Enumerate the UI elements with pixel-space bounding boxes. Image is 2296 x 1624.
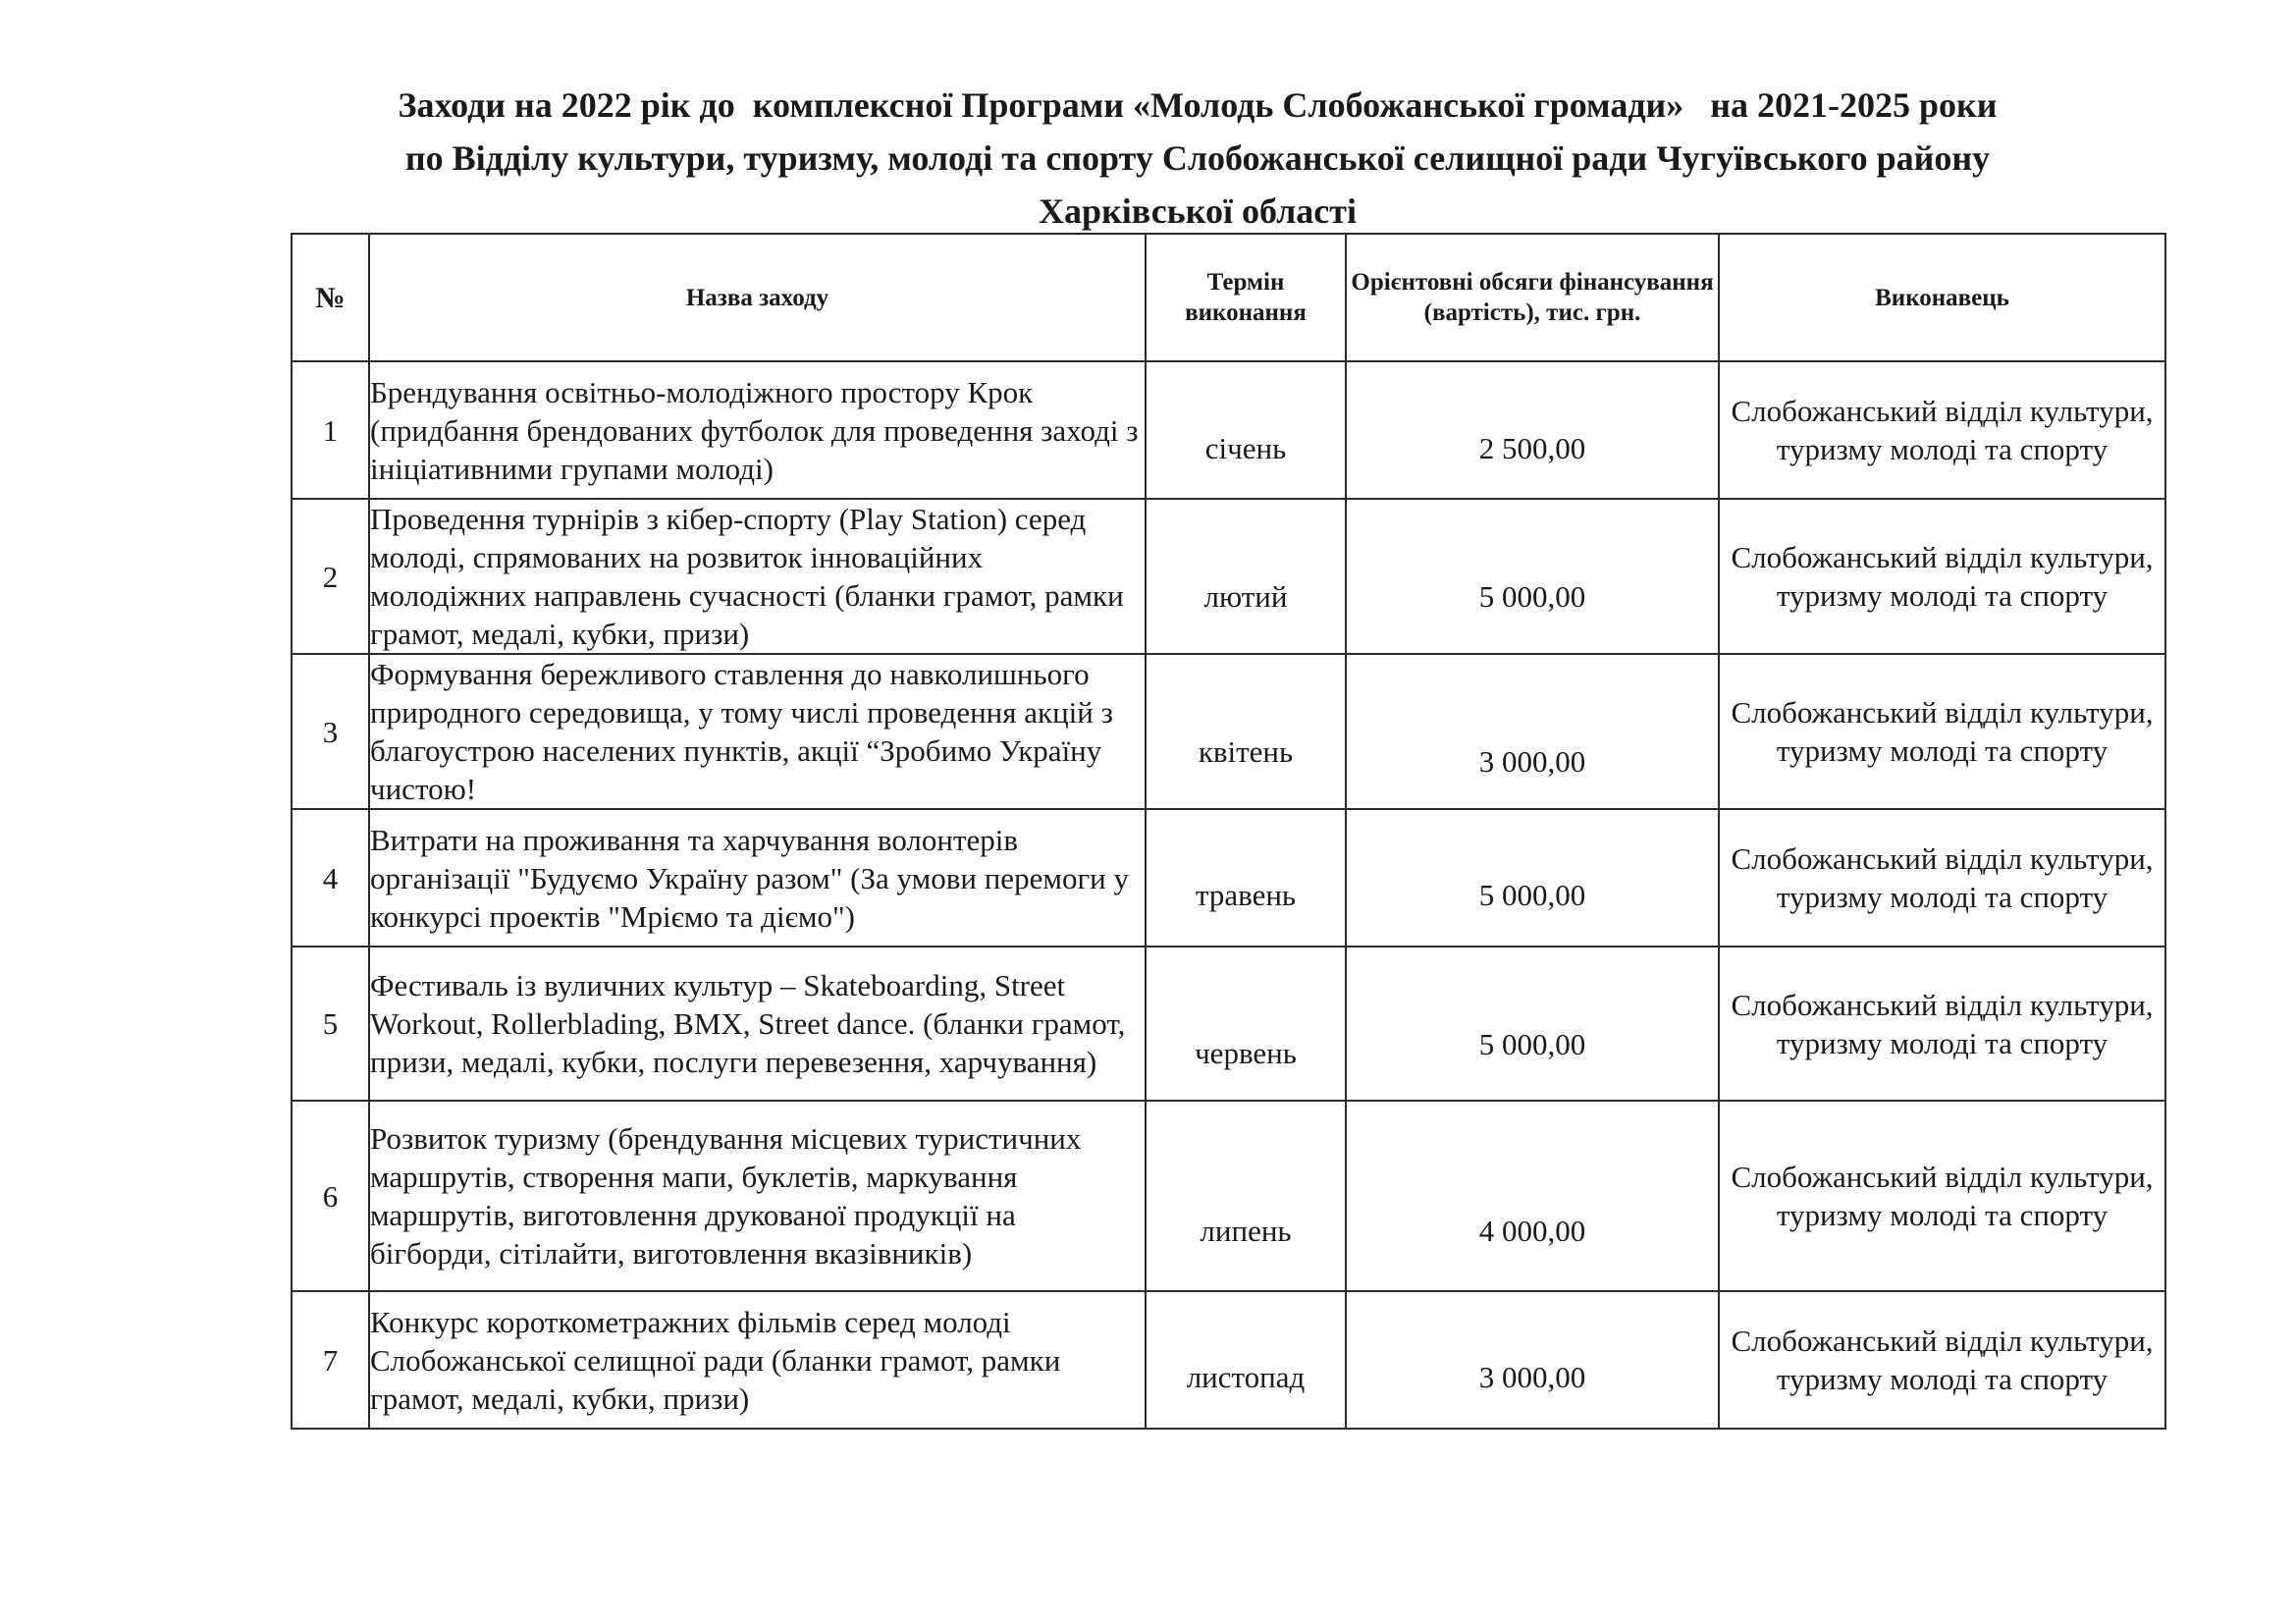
row-term <box>1146 361 1346 499</box>
row-amount-text: 2 500,00 <box>1478 431 1586 465</box>
row-number: 1 <box>292 361 369 499</box>
row-term-text: травень <box>1195 877 1297 912</box>
row-executor: Слобожанський відділ культури, туризму молоді та спорту <box>1719 654 2165 809</box>
row-term <box>1146 1101 1346 1291</box>
row-term-text: липень <box>1200 1214 1292 1248</box>
row-amount-text: 3 000,00 <box>1478 1359 1586 1394</box>
row-executor: Слобожанський відділ культури, туризму молоді та спорту <box>1719 809 2165 947</box>
row-term <box>1146 947 1346 1101</box>
row-number: 6 <box>292 1101 369 1291</box>
row-number: 2 <box>292 499 369 654</box>
table-header-row <box>292 234 2165 361</box>
row-amount <box>1346 947 1719 1101</box>
row-executor: Слобожанський відділ культури, туризму молоді та спорту <box>1719 361 2165 499</box>
row-term <box>1146 809 1346 947</box>
row-name: Витрати на проживання та харчування волонтерів організації "Будуємо Україну разом" (За умови перемоги у конкурсі проектів "Мріємо та діємо") <box>369 809 1146 947</box>
header-name: Назва заходу <box>369 234 1146 361</box>
header-number: № <box>292 234 369 361</box>
title-line-3: Харківської області <box>1039 191 1357 231</box>
table-row <box>292 654 2165 809</box>
row-number: 7 <box>292 1291 369 1429</box>
row-amount-text: 5 000,00 <box>1478 579 1586 614</box>
row-term-text: червень <box>1195 1036 1297 1070</box>
row-amount-text: 3 000,00 <box>1478 743 1586 779</box>
row-amount-text: 4 000,00 <box>1478 1214 1586 1248</box>
table-row <box>292 809 2165 947</box>
table-row <box>292 499 2165 654</box>
row-term-text: квітень <box>1198 733 1294 769</box>
measures-table <box>291 233 2166 1430</box>
row-term <box>1146 499 1346 654</box>
row-term-text: листопад <box>1186 1359 1306 1394</box>
row-amount <box>1346 809 1719 947</box>
row-term-text: лютий <box>1203 579 1288 614</box>
row-term <box>1146 654 1346 809</box>
header-executor: Виконавець <box>1719 234 2165 361</box>
table-row <box>292 1291 2165 1429</box>
row-name: Брендування освітньо-молодіжного простору Крок (придбання брендованих футболок для проведення заході з ініціативними групами молоді) <box>369 361 1146 499</box>
row-executor: Слобожанський відділ культури, туризму молоді та спорту <box>1719 947 2165 1101</box>
row-amount <box>1346 654 1719 809</box>
row-number: 5 <box>292 947 369 1101</box>
row-name: Фестиваль із вуличних культур – Skateboarding, Street Workout, Rollerblading, BMX, Street dance. (бланки грамот, призи, медалі, кубки, послуги перевезення, харчування) <box>369 947 1146 1101</box>
row-amount-text: 5 000,00 <box>1478 1026 1586 1061</box>
row-amount <box>1346 1101 1719 1291</box>
title-line-1: Заходи на 2022 рік до комплексної Програми «Молодь Слобожанської громади» на 2021-2025 роки <box>398 85 1998 125</box>
row-name: Розвиток туризму (брендування місцевих туристичних маршрутів, створення мапи, буклетів, маркування маршрутів, виготовлення друкованої продукції на бігборди, сітілайти, виготовлення вказівників) <box>369 1101 1146 1291</box>
row-executor: Слобожанський відділ культури, туризму молоді та спорту <box>1719 499 2165 654</box>
header-amount: Орієнтовні обсяги фінансування (вартість), тис. грн. <box>1346 234 1719 361</box>
table-row <box>292 361 2165 499</box>
row-amount <box>1346 499 1719 654</box>
row-amount <box>1346 361 1719 499</box>
document-title <box>294 79 2101 238</box>
row-term-text: січень <box>1204 431 1287 465</box>
table-row <box>292 947 2165 1101</box>
row-name: Проведення турнірів з кібер-спорту (Play Station) серед молоді, спрямованих на розвиток інноваційних молодіжних направлень сучасності (бланки грамот, рамки грамот, медалі, кубки, призи) <box>369 499 1146 654</box>
row-executor: Слобожанський відділ культури, туризму молоді та спорту <box>1719 1101 2165 1291</box>
title-line-2: по Відділу культури, туризму, молоді та спорту Слобожанської селищної ради Чугуївського району <box>404 138 1991 178</box>
row-number: 3 <box>292 654 369 809</box>
header-term: Термін виконання <box>1146 234 1346 361</box>
row-amount-text: 5 000,00 <box>1478 877 1586 912</box>
table-row <box>292 1101 2165 1291</box>
row-amount <box>1346 1291 1719 1429</box>
row-number: 4 <box>292 809 369 947</box>
row-name: Конкурс короткометражних фільмів серед молоді Слобожанської селищної ради (бланки грамот, рамки грамот, медалі, кубки, призи) <box>369 1291 1146 1429</box>
row-name: Формування бережливого ставлення до навколишнього природного середовища, у тому числі проведення акцій з благоустрою населених пунктів, акції “Зробимо Україну чистою! <box>369 654 1146 809</box>
row-executor: Слобожанський відділ культури, туризму молоді та спорту <box>1719 1291 2165 1429</box>
row-term <box>1146 1291 1346 1429</box>
